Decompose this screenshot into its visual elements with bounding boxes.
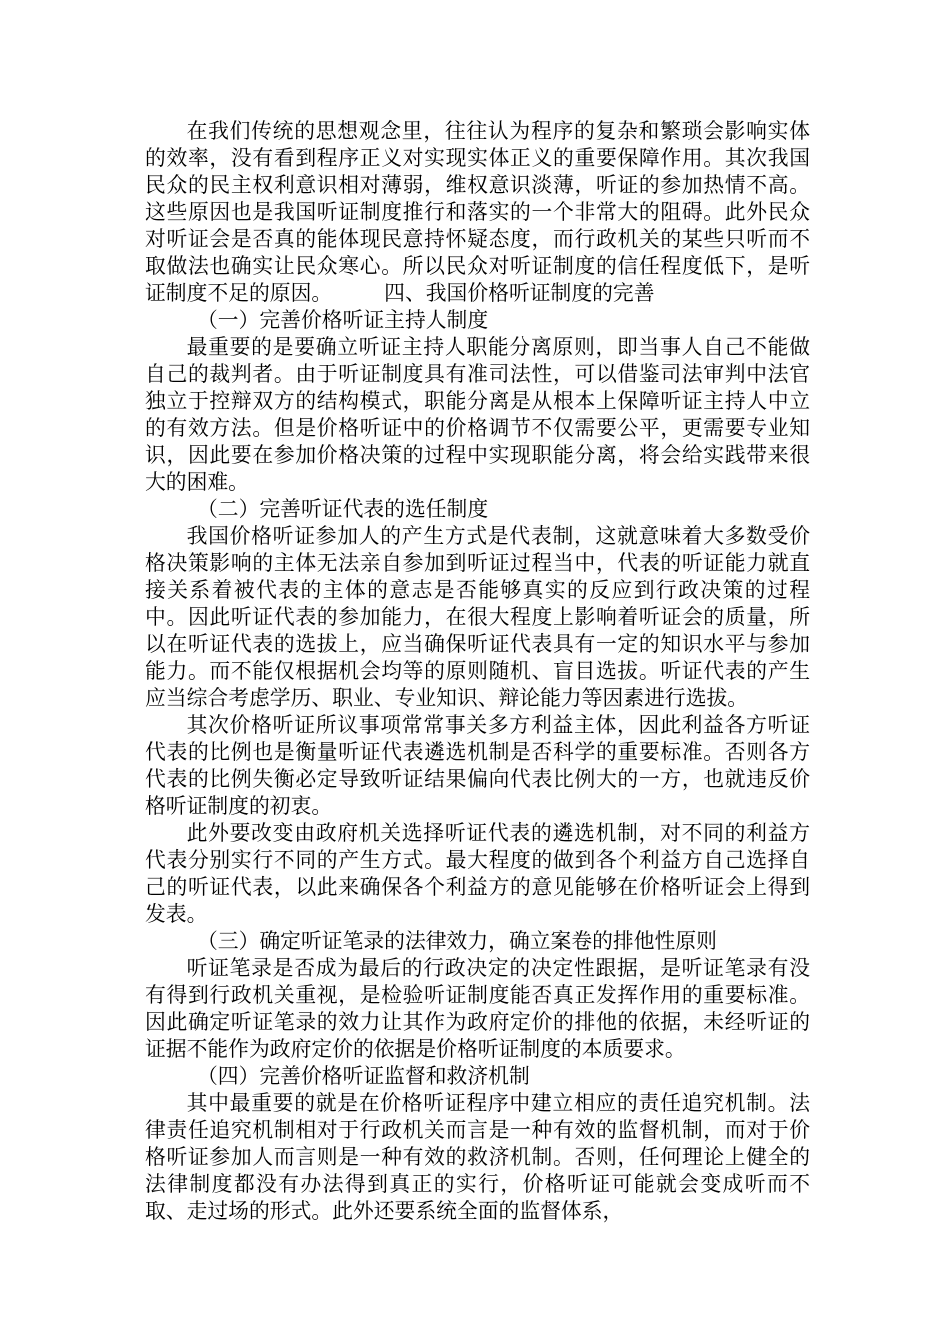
section-heading-1: （一）完善价格听证主持人制度 <box>197 308 489 332</box>
paragraph-1: 在我们传统的思想观念里，往往认为程序的复杂和繁琐会影响实体的效率，没有看到程序正义对实现实体正义的重要保障作用。其次我国民众的民主权利意识相对薄弱，维权意识淡薄，听证的参加热情不高。这些原因也是我国听证制度推行和落实的一个非常大的阻碍。此外民众对听证会是否真的能体现民意持怀疑态度，而行政机关的某些只听而不取做法也确实让民众寒心。所以民众对听证制度的信任程度低下，是听证制度不足的原因。 四、我国价格听证制度的完善 <box>145 119 810 305</box>
paragraph-3: 我国价格听证参加人的产生方式是代表制，这就意味着大多数受价格决策影响的主体无法亲自参加到听证过程当中，代表的听证能力就直接关系着被代表的主体的意志是否能够真实的反应到行政决策的过程中。因此听证代表的参加能力，在很大程度上影响着听证会的质量，所以在听证代表的选拔上，应当确保听证代表具有一定的知识水平与参加能力。而不能仅根据机会均等的原则随机、盲目选拔。听证代表的产生应当综合考虑学历、职业、专业知识、辩论能力等因素进行选拔。 <box>145 524 810 710</box>
document-body <box>145 118 810 1225</box>
paragraph-4: 其次价格听证所议事项常常事关多方利益主体，因此利益各方听证代表的比例也是衡量听证代表遴选机制是否科学的重要标准。否则各方代表的比例失衡必定导致听证结果偏向代表比例大的一方，也就违反价格听证制度的初衷。 <box>145 713 810 818</box>
section-heading-2: （二）完善听证代表的选任制度 <box>197 497 489 521</box>
paragraph-7: 其中最重要的就是在价格听证程序中建立相应的责任追究机制。法律责任追究机制相对于行政机关而言是一种有效的监督机制，而对于价格听证参加人而言则是一种有效的救济机制。否则，任何理论上健全的法律制度都没有办法得到真正的实行，价格听证可能就会变成听而不取、走过场的形式。此外还要系统全面的监督体系， <box>145 1091 810 1223</box>
paragraph-2: 最重要的是要确立听证主持人职能分离原则，即当事人自己不能做自己的裁判者。由于听证制度具有准司法性，可以借鉴司法审判中法官独立于控辩双方的结构模式，职能分离是从根本上保障听证主持人中立的有效方法。但是价格听证中的价格调节不仅需要公平，更需要专业知识，因此要在参加价格决策的过程中实现职能分离，将会给实践带来很大的困难。 <box>145 335 810 494</box>
paragraph-6: 听证笔录是否成为最后的行政决定的决定性跟据，是听证笔录有没有得到行政机关重视，是检验听证制度能否真正发挥作用的重要标准。因此确定听证笔录的效力让其作为政府定价的排他的依据，未经听证的证据不能作为政府定价的依据是价格听证制度的本质要求。 <box>145 956 810 1061</box>
section-heading-4: （四）完善价格听证监督和救济机制 <box>197 1064 530 1088</box>
paragraph-5: 此外要改变由政府机关选择听证代表的遴选机制，对不同的利益方代表分别实行不同的产生方式。最大程度的做到各个利益方自己选择自己的听证代表，以此来确保各个利益方的意见能够在价格听证会上得到发表。 <box>145 821 810 926</box>
section-heading-3: （三）确定听证笔录的法律效力，确立案卷的排他性原则 <box>197 929 717 953</box>
